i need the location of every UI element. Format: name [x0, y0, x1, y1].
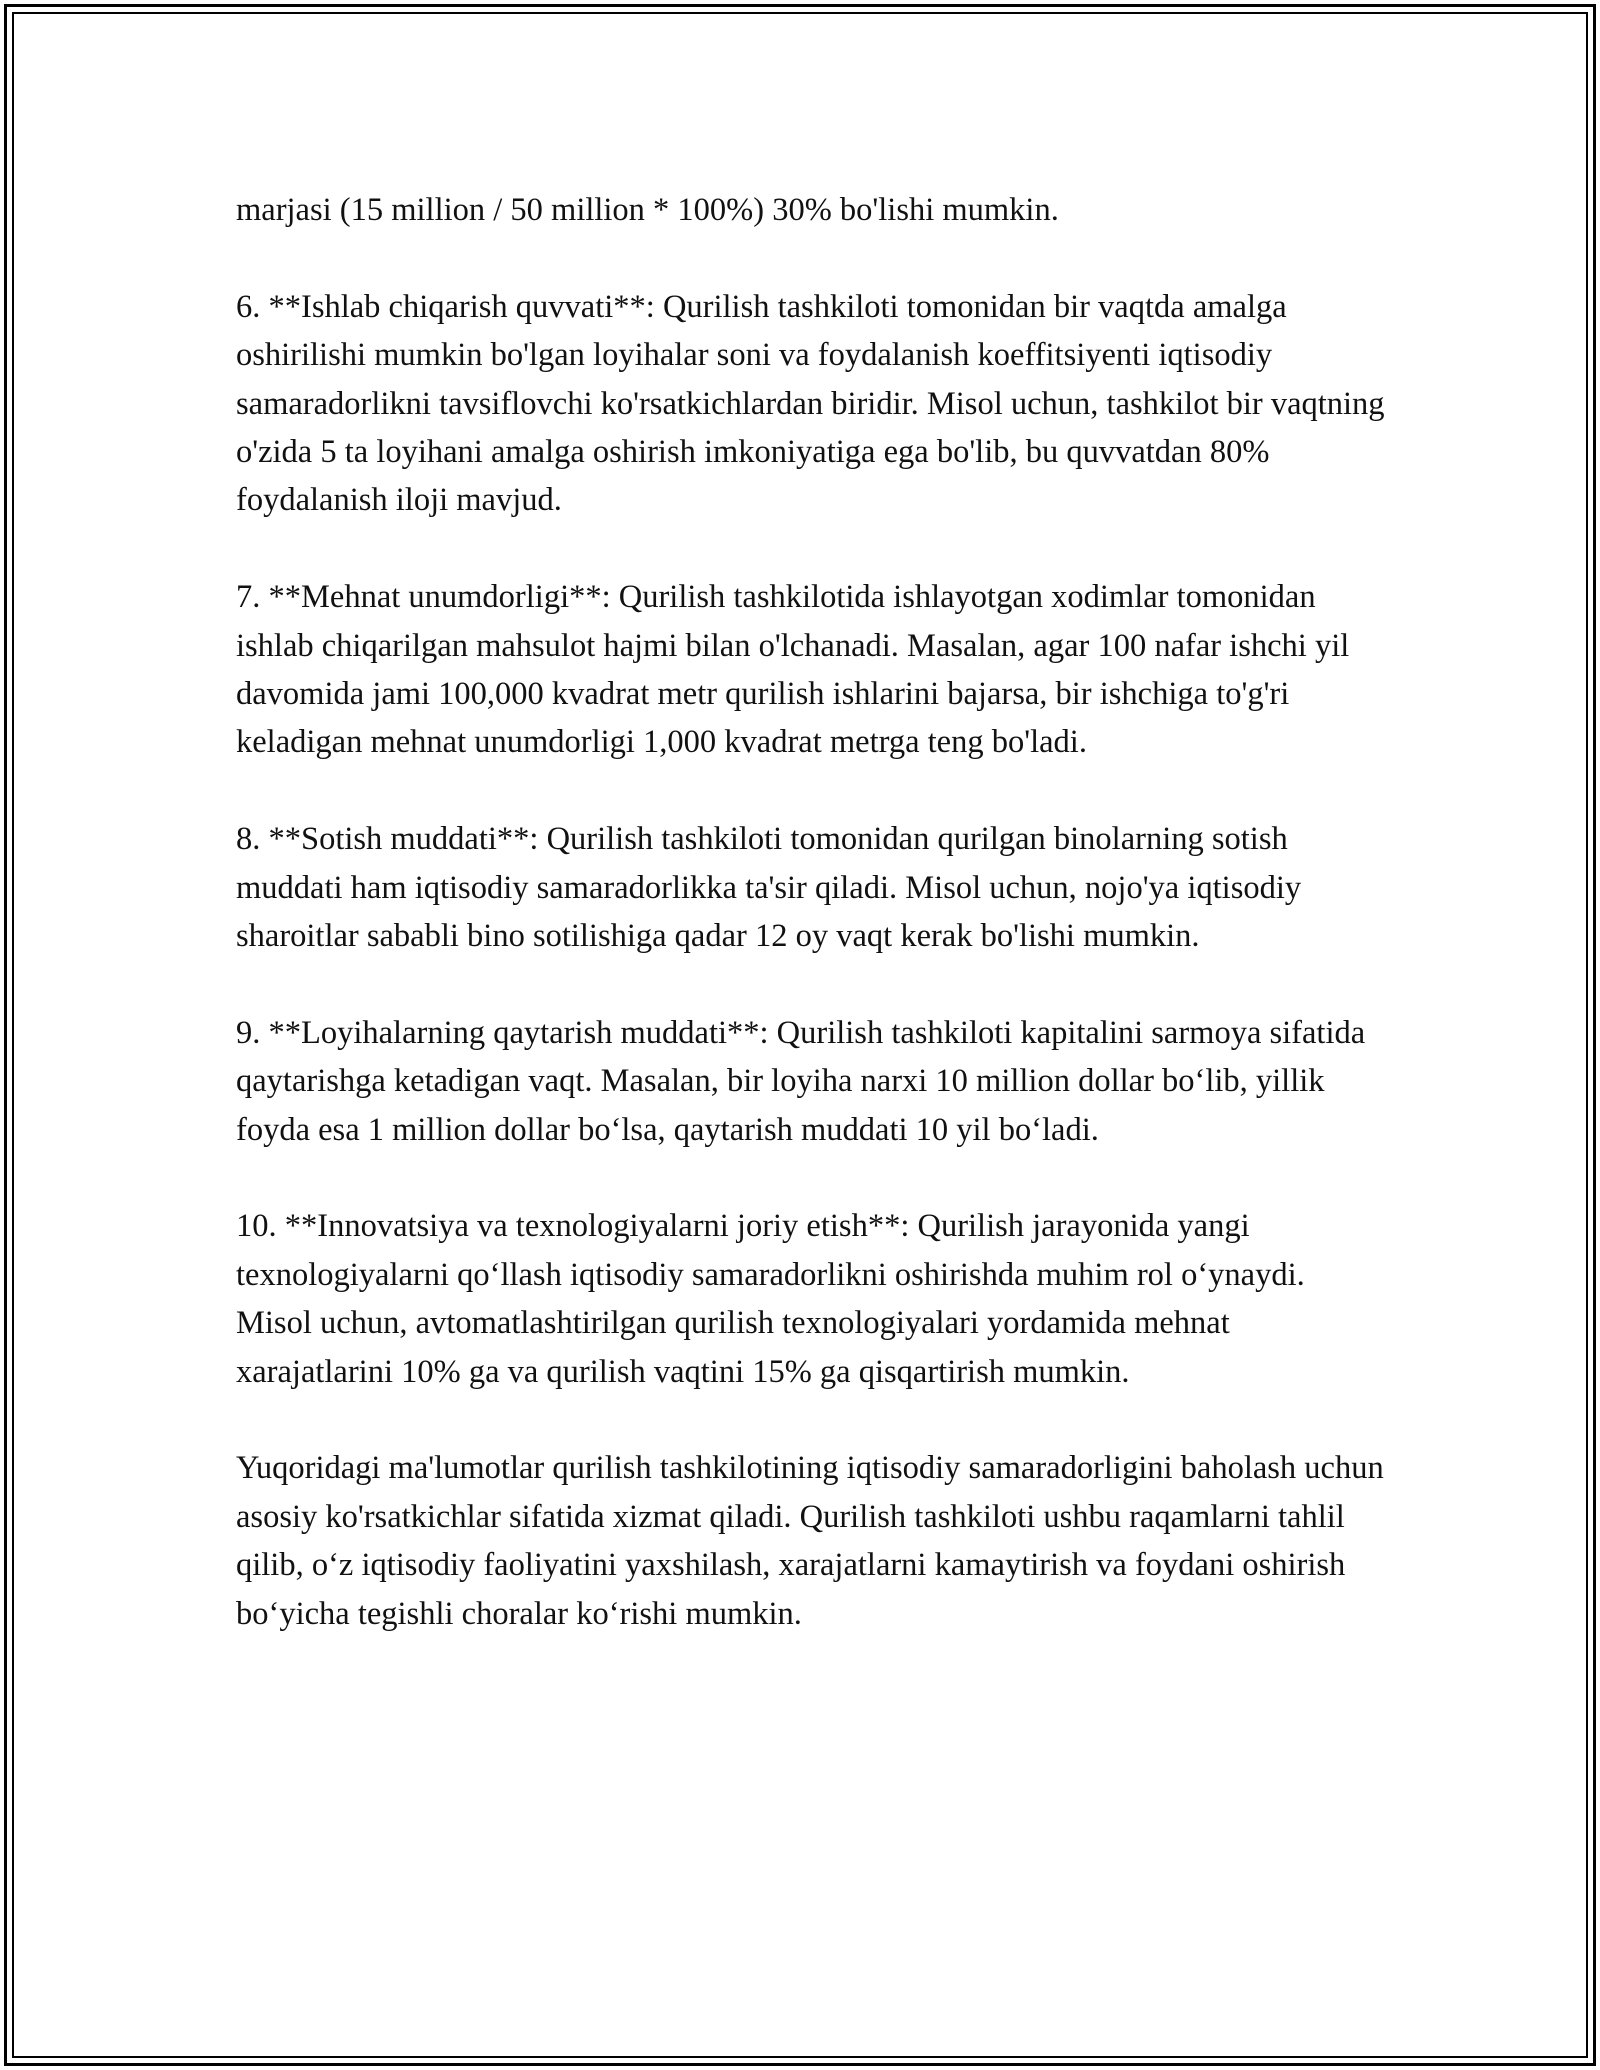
- paragraph-payback-period: 9. **Loyihalarning qaytarish muddati**: Qurilish tashkiloti kapitalini sarmoya sifatida qaytarishga ketadigan vaqt. Masalan, bir loyiha narxi 10 million dollar bo‘lib, yillik foyda esa 1 million dollar bo‘lsa, qaytarish muddati 10 yil bo‘ladi.: [236, 1014, 1366, 1148]
- document-body: [236, 186, 1386, 1638]
- paragraph-margin-continuation: marjasi (15 million / 50 million * 100%) 30% bo'lishi mumkin.: [236, 192, 1059, 228]
- paragraph-labor-productivity: 7. **Mehnat unumdorligi**: Qurilish tashkilotida ishlayotgan xodimlar tomonidan ishlab chiqarilgan mahsulot hajmi bilan o'lchanadi. Masalan, agar 100 nafar ishchi yil davomida jami 100,000 kvadrat metr qurilish ishlarini bajarsa, bir ishchiga to'g'ri keladigan mehnat unumdorligi 1,000 kvadrat metrga teng bo'ladi.: [236, 579, 1350, 761]
- paragraph-sales-period: 8. **Sotish muddati**: Qurilish tashkiloti tomonidan qurilgan binolarning sotish muddati ham iqtisodiy samaradorlikka ta'sir qiladi. Misol uchun, nojo'ya iqtisodiy sharoitlar sababli bino sotilishiga qadar 12 oy vaqt kerak bo'lishi mumkin.: [236, 821, 1302, 955]
- paragraph-conclusion: Yuqoridagi ma'lumotlar qurilish tashkilotining iqtisodiy samaradorligini baholash uchun asosiy ko'rsatkichlar sifatida xizmat qiladi. Qurilish tashkiloti ushbu raqamlarni tahlil qilib, o‘z iqtisodiy faoliyatini yaxshilash, xarajatlarni kamaytirish va foydani oshirish bo‘yicha tegishli choralar ko‘rishi mumkin.: [236, 1450, 1384, 1632]
- paragraph-production-capacity: 6. **Ishlab chiqarish quvvati**: Qurilish tashkiloti tomonidan bir vaqtda amalga oshirilishi mumkin bo'lgan loyihalar soni va foydalanish koeffitsiyenti iqtisodiy samaradorlikni tavsiflovchi ko'rsatkichlardan biridir. Misol uchun, tashkilot bir vaqtning o'zida 5 ta loyihani amalga oshirish imkoniyatiga ega bo'lib, bu quvvatdan 80% foydalanish iloji mavjud.: [236, 288, 1385, 519]
- paragraph-innovation: 10. **Innovatsiya va texnologiyalarni joriy etish**: Qurilish jarayonida yangi texnologiyalarni qo‘llash iqtisodiy samaradorlikni oshirishda muhim rol o‘ynaydi. Misol uchun, avtomatlashtirilgan qurilish texnologiyalari yordamida mehnat xarajatlarini 10% ga va qurilish vaqtini 15% ga qisqartirish mumkin.: [236, 1208, 1305, 1390]
